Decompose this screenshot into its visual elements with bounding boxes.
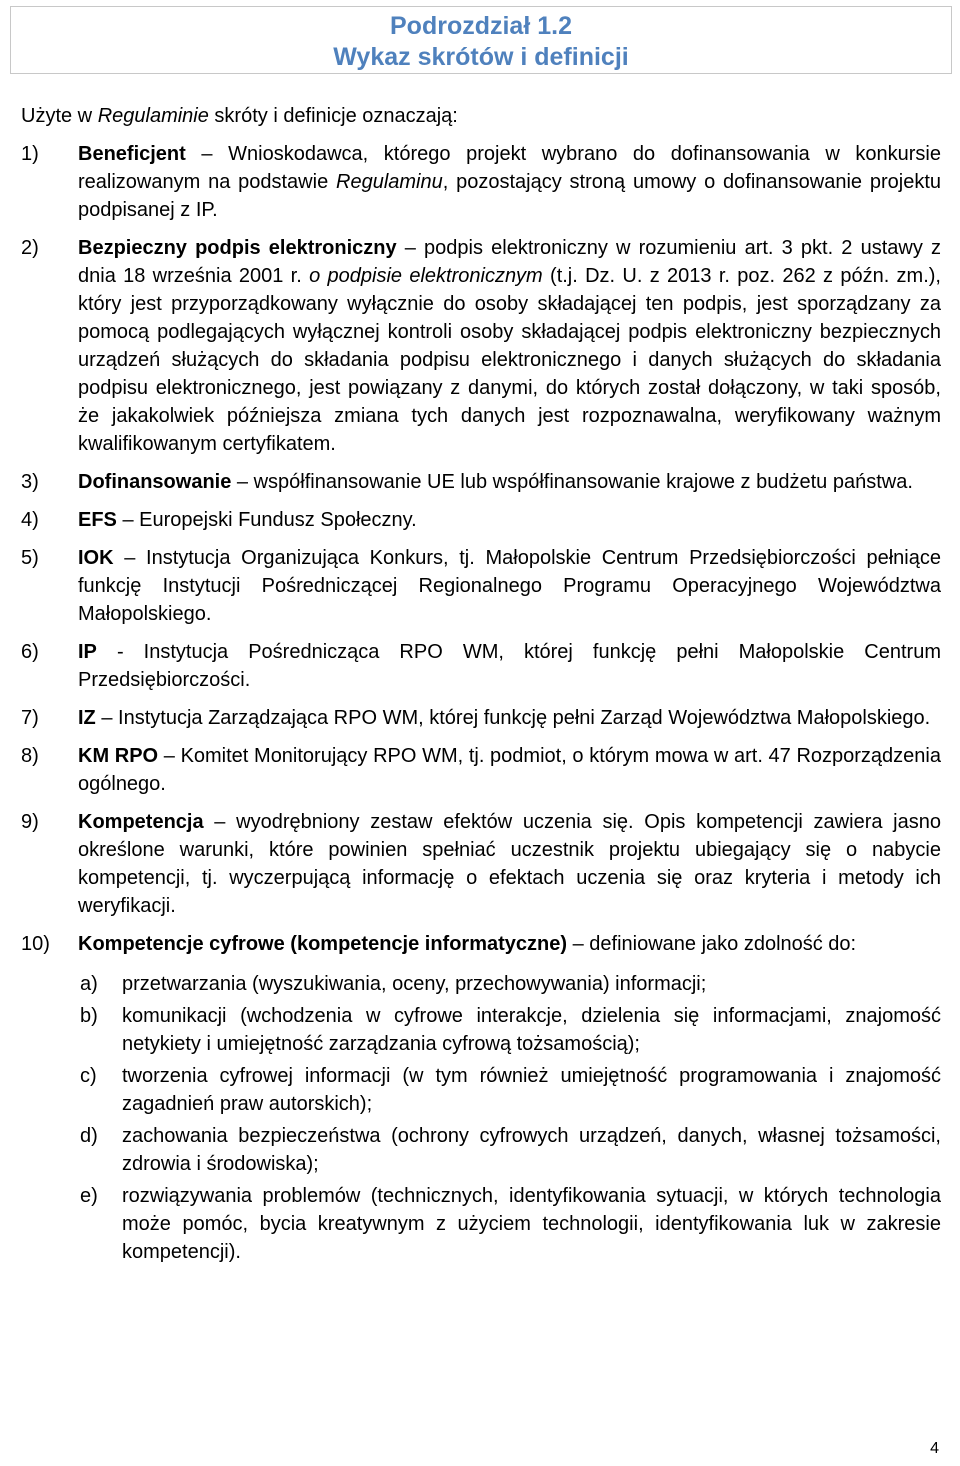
definition-item <box>21 544 941 628</box>
sub-item-text: rozwiązywania problemów (technicznych, identyfikowania sytuacji, w których technologia może pomóc, bycia kreatywnym z użyciem technologii, identyfikowania luk w zakresie kompetencji). <box>122 1185 941 1263</box>
item-number: 7) <box>21 707 39 729</box>
sub-list-item <box>80 1122 941 1178</box>
item-text <box>78 742 941 798</box>
sub-list-item <box>80 970 941 998</box>
section-title: Podrozdział 1.2 <box>390 12 572 40</box>
sub-item-letter: e) <box>80 1185 98 1207</box>
item-number: 9) <box>21 811 39 833</box>
item-separator: – <box>158 745 181 767</box>
item-definition-rest: , pozostający stroną umowy o dofinansowanie projektu podpisanej z IP. <box>78 171 941 221</box>
item-separator: – <box>231 471 254 493</box>
item-separator: – <box>113 547 147 569</box>
item-text <box>78 544 941 628</box>
item-term: EFS <box>78 509 117 531</box>
definition-item <box>21 468 941 496</box>
item-separator: – <box>116 509 140 531</box>
item-number: 4) <box>21 509 39 531</box>
item-definition: Instytucja Organizująca Konkurs, tj. Małopolskie Centrum Przedsiębiorczości pełniące funkcję Instytucji Pośredniczącej Regionalnego Programu Operacyjnego Województwa Małopolskiego. <box>78 547 941 625</box>
section-title-box <box>10 6 952 74</box>
item-text <box>78 140 941 224</box>
definition-item <box>21 234 941 458</box>
item-definition-rest: (t.j. Dz. U. z 2013 r. poz. 262 z późn. zm.), który jest przyporządkowany wyłącznie do osoby składającej ten podpis, jest sporządzany za pomocą podlegających wyłącznej kontroli osoby składającej podpis elektroniczny bezpiecznych urządzeń służących do składania podpisu elektronicznego i danych służących do składania podpisu elektronicznego, jest powiązany z danymi, do których został dołączony, w taki sposób, że jakakolwiek późniejsza zmiana tych danych jest rozpoznawalna, weryfikowany ważnym kwalifikowanym certyfikatem. <box>78 265 941 455</box>
item-text <box>78 638 941 694</box>
item-number: 6) <box>21 641 39 663</box>
sub-item-text: komunikacji (wchodzenia w cyfrowe interakcje, dzielenia się informacjami, znajomość netykiety i umiejętność zarządzania cyfrową tożsamością); <box>122 1005 941 1055</box>
item-number: 2) <box>21 237 39 259</box>
item-definition-italic: o podpisie elektronicznym <box>309 265 543 287</box>
item-term: Kompetencje cyfrowe (kompetencje informatyczne) <box>78 933 568 955</box>
sub-item-text: przetwarzania (wyszukiwania, oceny, przechowywania) informacji; <box>122 973 707 995</box>
item-term: Dofinansowanie <box>78 471 232 493</box>
item-term: IOK <box>78 547 114 569</box>
item-term: Beneficjent <box>78 143 186 165</box>
sub-item-text: zachowania bezpieczeństwa (ochrony cyfrowych urządzeń, danych, własnej tożsamości, zdrowia i środowiska); <box>122 1125 941 1175</box>
item-definition: definiowane jako zdolność do: <box>589 933 857 955</box>
sub-item-letter: c) <box>80 1065 97 1087</box>
definition-item <box>21 638 941 694</box>
sub-list-item <box>80 1182 941 1266</box>
item-separator: – <box>185 143 229 165</box>
item-text <box>78 704 941 732</box>
sub-item-letter: b) <box>80 1005 98 1027</box>
item-text <box>78 808 941 920</box>
item-separator: – <box>567 933 590 955</box>
item-text <box>78 506 941 534</box>
section-subtitle: Wykaz skrótów i definicji <box>333 43 629 71</box>
intro-text-before: Użyte w <box>21 105 98 127</box>
item-definition: Instytucja Zarządzająca RPO WM, której funkcję pełni Zarząd Województwa Małopolskiego. <box>118 707 931 729</box>
intro-text-after: skróty i definicje oznaczają: <box>208 105 458 127</box>
item-text <box>78 468 941 496</box>
item-number: 3) <box>21 471 39 493</box>
item-definition: Instytucja Pośrednicząca RPO WM, której funkcję pełni Małopolskie Centrum Przedsiębiorczości. <box>78 641 941 691</box>
definition-item <box>21 704 941 732</box>
item-number: 10) <box>21 933 50 955</box>
sub-item-letter: a) <box>80 973 98 995</box>
definition-item <box>21 808 941 920</box>
item-separator: – <box>396 237 425 259</box>
sub-list-item <box>80 1062 941 1118</box>
item-definition: podpis elektroniczny w rozumieniu art. 3 pkt. 2 ustawy z dnia 18 września 2001 r. <box>78 237 941 287</box>
definition-item <box>21 930 941 958</box>
item-term: KM RPO <box>78 745 159 767</box>
item-separator: – <box>95 707 119 729</box>
page-number: 4 <box>930 1440 939 1457</box>
item-text <box>78 234 941 458</box>
sub-item-text: tworzenia cyfrowej informacji (w tym również umiejętność programowania i znajomość zagadnień praw autorskich); <box>122 1065 941 1115</box>
item-separator: – <box>203 811 237 833</box>
item-number: 1) <box>21 143 39 165</box>
item-term: IZ <box>78 707 96 729</box>
sub-list-item <box>80 1002 941 1058</box>
item-definition: Wnioskodawca, którego projekt wybrano do dofinansowania w konkursie realizowanym na podstawie <box>78 143 941 193</box>
intro-text-italic: Regulaminie <box>97 105 209 127</box>
intro-paragraph <box>21 102 458 130</box>
item-term: Kompetencja <box>78 811 204 833</box>
item-term: Bezpieczny podpis elektroniczny <box>78 237 397 259</box>
item-number: 8) <box>21 745 39 767</box>
item-number: 5) <box>21 547 39 569</box>
item-definition: współfinansowanie UE lub współfinansowanie krajowe z budżetu państwa. <box>253 471 913 493</box>
item-definition: wyodrębniony zestaw efektów uczenia się. Opis kompetencji zawiera jasno określone warunki, które powinien spełniać uczestnik projektu ubiegający się o nabycie kompetencji, tj. wyczerpującą informację o efektach uczenia się oraz kryteria i metody ich weryfikacji. <box>78 811 941 917</box>
definitions-list <box>21 140 941 1270</box>
sub-item-letter: d) <box>80 1125 98 1147</box>
item-text <box>78 930 941 958</box>
item-term: IP <box>78 641 97 663</box>
definition-item <box>21 140 941 224</box>
definition-item <box>21 506 941 534</box>
definition-item <box>21 742 941 798</box>
item-separator: - <box>96 641 144 663</box>
item-definition: Komitet Monitorujący RPO WM, tj. podmiot, o którym mowa w art. 47 Rozporządzenia ogólnego. <box>78 745 941 795</box>
sub-list <box>80 970 941 1266</box>
item-definition-italic: Regulaminu <box>336 171 443 193</box>
item-definition: Europejski Fundusz Społeczny. <box>139 509 417 531</box>
